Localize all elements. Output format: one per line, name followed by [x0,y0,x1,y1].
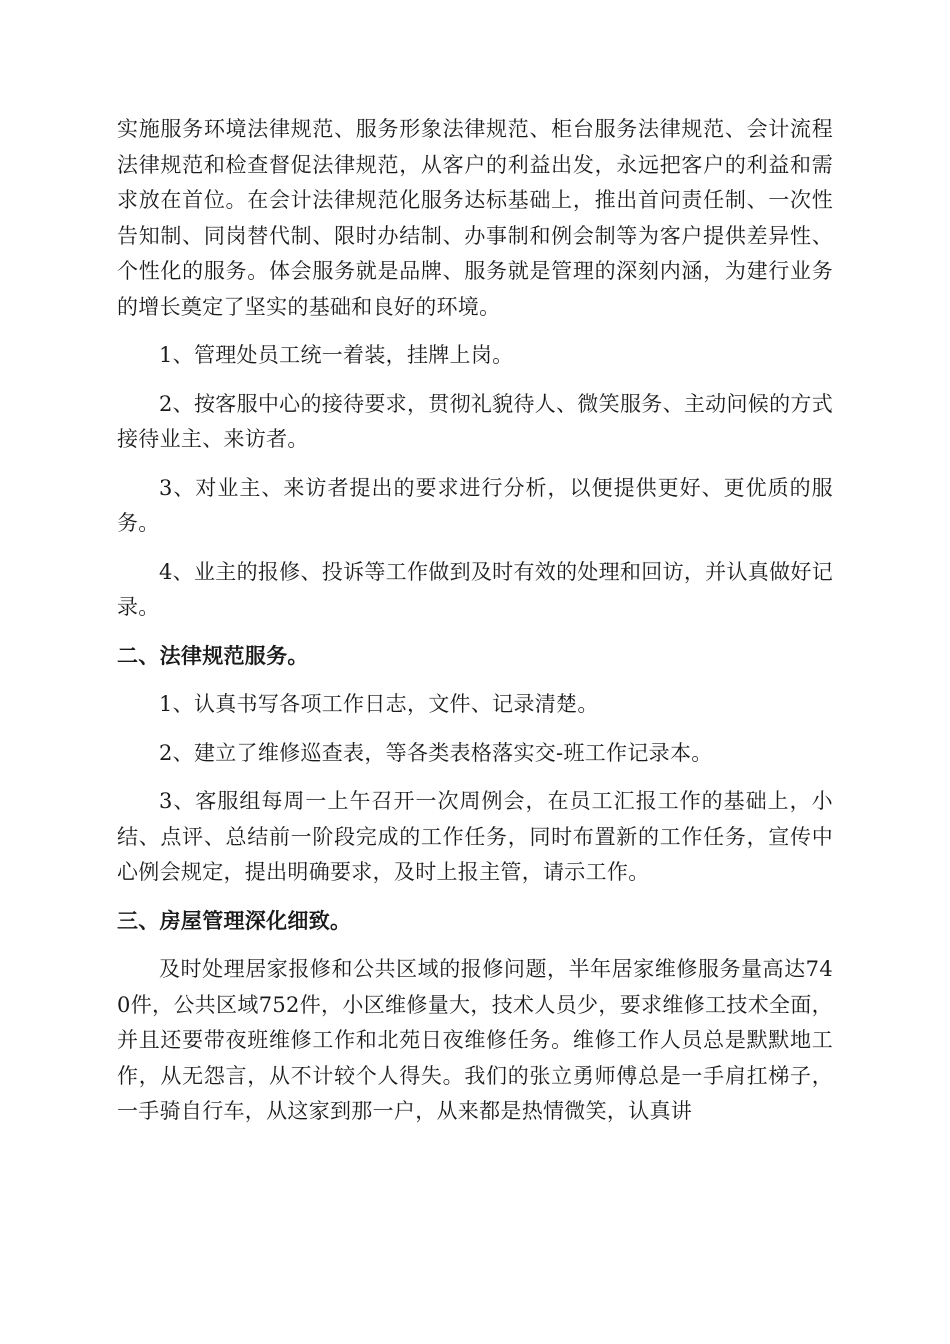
section1-item-1: 1、管理处员工统一着装，挂牌上岗。 [159,343,514,367]
section3-heading: 三、房屋管理深化细致。 [117,908,352,933]
intro-paragraph: 实施服务环境法律规范、服务形象法律规范、柜台服务法律规范、会计流程法律规范和检查督促法律规范，从客户的利益出发，永远把客户的利益和需求放在首位。在会计法律规范化服务达标基础上，推出首问责任制、一次性告知制、同岗替代制、限时办结制、办事制和例会制等为客户提供差异性、个性化的服务。体会服务就是品牌、服务就是管理的深刻内涵，为建行业务的增长奠定了坚实的基础和良好的环境。 [117,117,833,319]
section3-paragraph: 及时处理居家报修和公共区域的报修问题，半年居家维修服务量高达740件，公共区域752件，小区维修量大，技术人员少，要求维修工技术全面，并且还要带夜班维修工作和北苑日夜维修任务。维修工作人员总是默默地工作，从无怨言，从不计较个人得失。我们的张立勇师傅总是一手肩扛梯子，一手骑自行车，从这家到那一户，从来都是热情微笑，认真讲 [117,957,833,1123]
section1-item-2: 2、按客服中心的接待要求，贯彻礼貌待人、微笑服务、主动问候的方式接待业主、来访者。 [117,391,833,451]
section2-item-2: 2、建立了维修巡查表，等各类表格落实交-班工作记录本。 [159,740,713,765]
section1-item-3: 3、对业主、来访者提出的要求进行分析，以便提供更好、更优质的服务。 [117,475,833,535]
section2-item-1: 1、认真书写各项工作日志，文件、记录清楚。 [159,692,599,716]
section1-item-4: 4、业主的报修、投诉等工作做到及时有效的处理和回访，并认真做好记录。 [117,559,833,619]
section2-item-3: 3、客服组每周一上午召开一次周例会，在员工汇报工作的基础上，小结、点评、总结前一阶段完成的工作任务，同时布置新的工作任务，宣传中心例会规定，提出明确要求，及时上报主管，请示工作。 [117,789,833,884]
section2-heading: 二、法律规范服务。 [117,643,309,668]
document-body [117,112,833,1143]
